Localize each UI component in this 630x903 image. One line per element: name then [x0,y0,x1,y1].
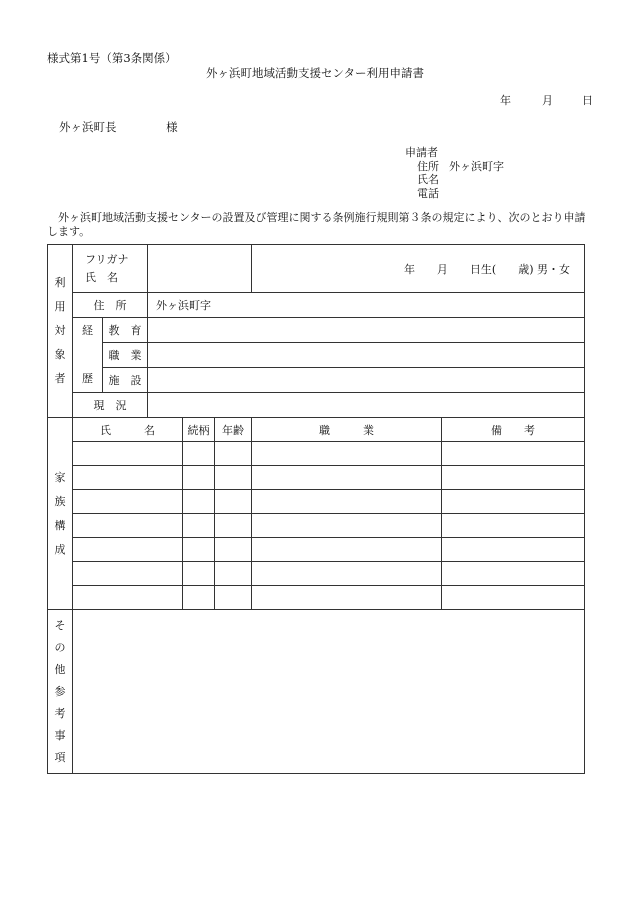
family-label-char: 構 [54,518,66,532]
addressee-suffix: 様 [166,120,178,134]
family-name-cell[interactable] [73,442,183,466]
applicant-block [405,146,504,200]
family-occupation-cell[interactable] [252,490,442,514]
family-occupation-cell[interactable] [252,466,442,490]
facility-input-cell[interactable] [148,368,585,393]
applicant-name-label: 氏名 [417,173,439,186]
family-relation-cell[interactable] [183,490,215,514]
family-age-cell[interactable] [215,586,252,610]
education-label: 教 育 [108,324,142,337]
family-header-remarks-text: 備 考 [491,423,536,437]
family-name-cell[interactable] [73,586,183,610]
other-section-label [48,610,73,774]
family-label-char: 族 [54,494,66,508]
address-value-cell[interactable] [148,293,585,318]
family-occupation-cell[interactable] [252,538,442,562]
family-relation-cell[interactable] [183,562,215,586]
furigana-name-row [48,245,585,293]
family-age-cell[interactable] [215,562,252,586]
family-relation-cell[interactable] [183,442,215,466]
family-relation-cell[interactable] [183,514,215,538]
job-label-cell [103,343,148,368]
family-row [48,586,585,610]
family-name-cell[interactable] [73,490,183,514]
family-header-relation [183,418,215,442]
family-name-cell[interactable] [73,562,183,586]
family-row [48,490,585,514]
family-section-label [48,418,73,610]
family-remarks-cell[interactable] [442,466,585,490]
family-row [48,514,585,538]
family-label-char: 成 [54,542,66,556]
history-label-char: 経 [82,324,93,337]
current-status-label-cell [73,393,148,418]
family-header-name-text: 氏 名 [100,423,155,437]
address-value: 外ヶ浜町字 [156,299,212,312]
target-label-char: 用 [54,300,66,313]
birth-sex-text: 年 月 日生( 歳) 男・女 [403,262,571,276]
history-label-char: 歴 [82,372,93,385]
applicant-address-value: 外ヶ浜町字 [449,159,504,173]
family-age-cell[interactable] [215,490,252,514]
date-month-label: 月 [542,94,553,107]
furigana-name-label-cell [73,245,148,293]
education-input-cell[interactable] [148,318,585,343]
family-relation-cell[interactable] [183,466,215,490]
family-name-cell[interactable] [73,514,183,538]
applicant-phone-label: 電話 [417,186,439,200]
family-age-cell[interactable] [215,538,252,562]
family-relation-cell[interactable] [183,538,215,562]
facility-label: 施 設 [108,374,142,387]
other-label-char: 事 [54,728,66,742]
family-occupation-cell[interactable] [252,514,442,538]
other-label-char: 他 [54,662,66,676]
education-label-cell [103,318,148,343]
family-remarks-cell[interactable] [442,538,585,562]
family-header-occupation-text: 職 業 [319,423,375,437]
target-label-char: 象 [54,348,66,361]
other-label-char: の [54,640,66,654]
family-row [48,442,585,466]
family-header-age [215,418,252,442]
family-row [48,562,585,586]
family-name-cell[interactable] [73,466,183,490]
date-year-label: 年 [500,94,511,107]
document-title: 外ヶ浜町地域活動支援センター利用申請書 [205,66,425,80]
family-age-cell[interactable] [215,442,252,466]
job-label: 職 業 [108,349,142,362]
other-label-char: 項 [54,750,66,764]
application-form-table [47,244,585,774]
family-header-row [48,418,585,442]
name-label: 氏 名 [85,270,118,284]
target-section-label [48,245,73,418]
family-remarks-cell[interactable] [442,562,585,586]
date-line [500,92,593,108]
family-occupation-cell[interactable] [252,562,442,586]
current-status-row [48,393,585,418]
other-label-char: 参 [54,684,66,698]
family-header-name [73,418,183,442]
intro-paragraph: 外ヶ浜町地域活動支援センターの設置及び管理に関する条例施行規則第３条の規定により、次のとおり申請します。 [47,211,586,238]
education-row [48,318,585,343]
family-age-cell[interactable] [215,466,252,490]
family-header-remarks [442,418,585,442]
family-header-occupation [252,418,442,442]
other-label-char: 考 [54,706,66,720]
family-remarks-cell[interactable] [442,490,585,514]
facility-label-cell [103,368,148,393]
other-label-char: そ [54,618,66,632]
target-label-char: 者 [54,372,66,385]
job-row [48,343,585,368]
family-header-age-text: 年齢 [222,423,245,437]
facility-row [48,368,585,393]
family-header-relation-text: 続柄 [187,423,210,437]
family-remarks-cell[interactable] [442,514,585,538]
family-row [48,538,585,562]
applicant-label: 申請者 [405,146,438,159]
family-occupation-cell[interactable] [252,442,442,466]
family-label-char: 家 [54,470,66,484]
date-day-label: 日 [582,94,593,107]
address-row [48,293,585,318]
other-notes-input-cell[interactable] [73,610,585,774]
family-row [48,466,585,490]
other-notes-row [48,610,585,774]
address-label-cell [73,293,148,318]
address-label: 住 所 [93,299,127,312]
furigana-label: フリガナ [85,252,129,266]
family-relation-cell[interactable] [183,586,215,610]
target-label-char: 対 [54,324,66,337]
family-remarks-cell[interactable] [442,586,585,610]
current-status-label: 現 況 [93,399,127,412]
family-age-cell[interactable] [215,514,252,538]
name-input-cell[interactable] [148,245,252,293]
birth-sex-cell[interactable] [252,245,585,293]
addressee-name: 外ヶ浜町長 [59,120,117,134]
job-input-cell[interactable] [148,343,585,368]
form-number-label: 様式第1号（第3条関係） [47,51,177,65]
family-name-cell[interactable] [73,538,183,562]
family-occupation-cell[interactable] [252,586,442,610]
applicant-address-label: 住所 [417,159,439,173]
family-remarks-cell[interactable] [442,442,585,466]
addressee [59,119,178,135]
current-status-input-cell[interactable] [148,393,585,418]
target-label-char: 利 [54,276,66,289]
history-label-cell [73,318,103,393]
applicant-address-row [405,160,504,174]
